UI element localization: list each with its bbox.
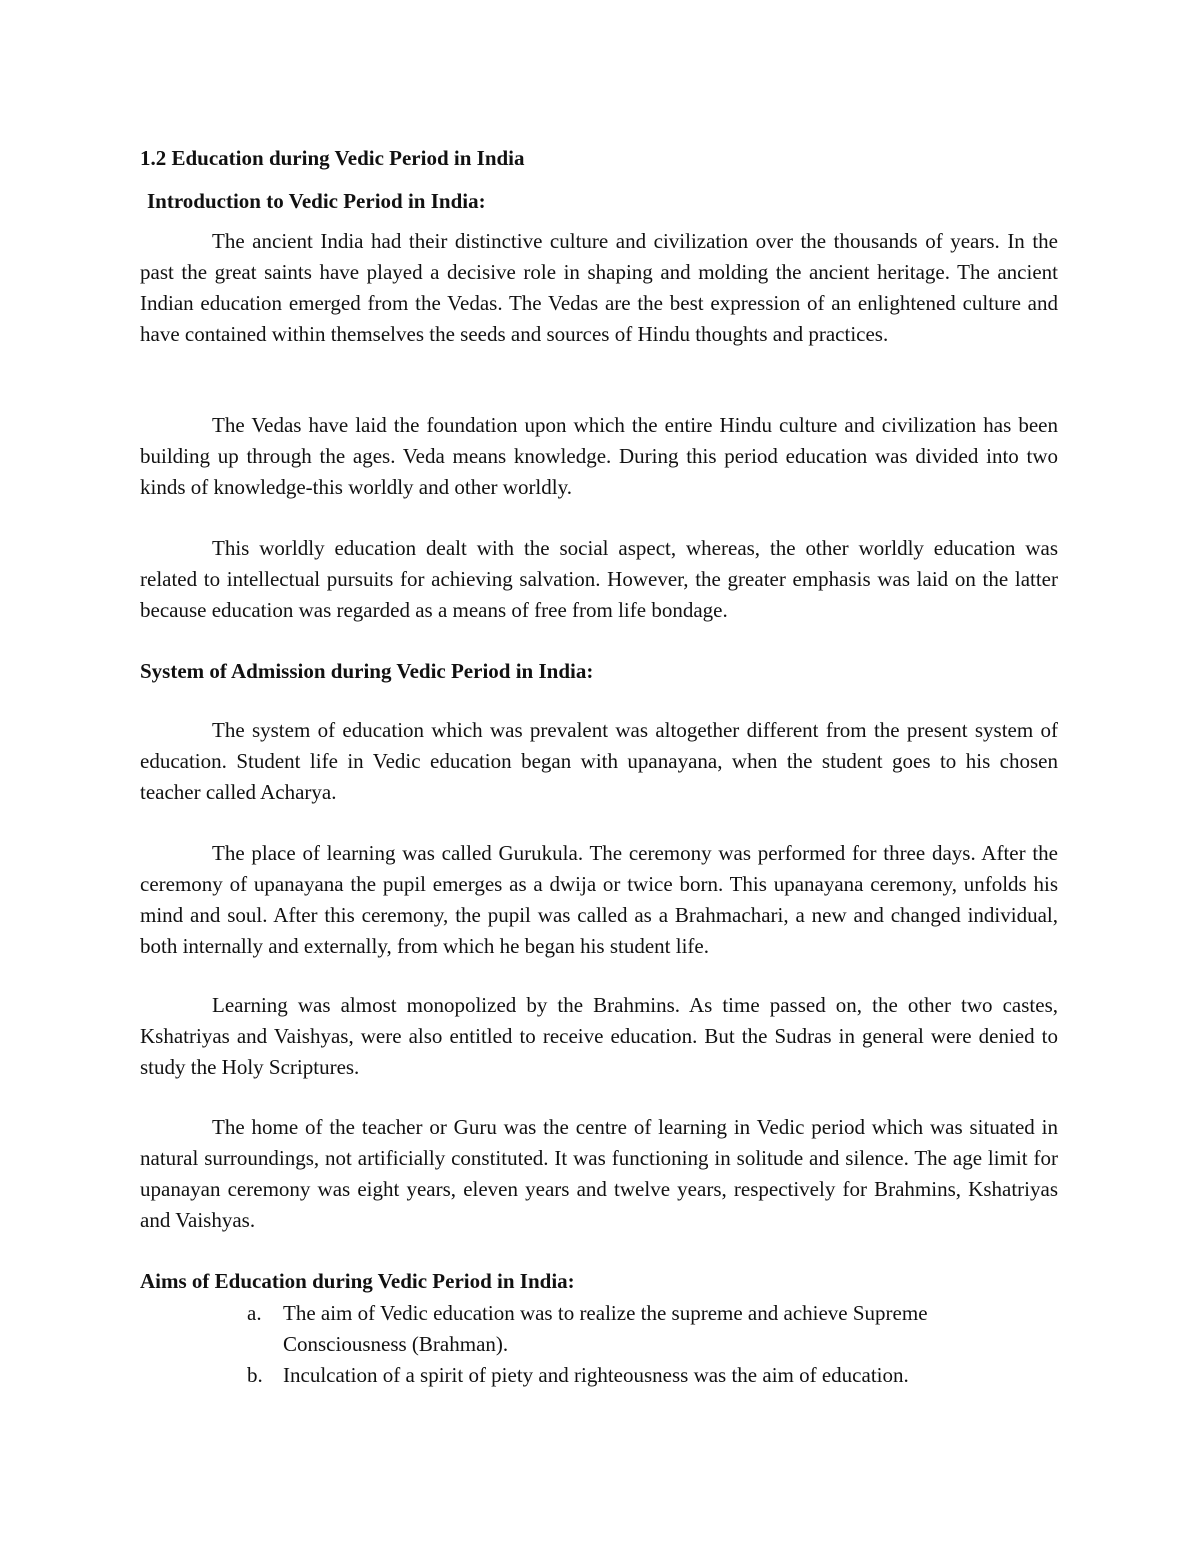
intro-paragraph-3: This worldly education dealt with the social aspect, whereas, the other worldly education was related to intellectual pursuits for achieving salvation. However, the greater emphasis was laid on the latter because education was regarded as a means of free from life bondage. [140, 536, 1058, 622]
intro-heading: Introduction to Vedic Period in India: [147, 189, 486, 213]
list-marker: b. [247, 1363, 263, 1387]
list-marker: a. [247, 1301, 262, 1325]
intro-paragraph-1: The ancient India had their distinctive culture and civilization over the thousands of years. In the past the great saints have played a decisive role in shaping and molding the ancient heritage. The ancient Indian education emerged from the Vedas. The Vedas are the best expression of an enlightened culture and have contained within themselves the seeds and sources of Hindu thoughts and practices. [140, 229, 1058, 346]
admission-paragraph-1: The system of education which was prevalent was altogether different from the present system of education. Student life in Vedic education began with upanayana, when the student goes to his chosen teacher called Acharya. [140, 718, 1058, 804]
intro-paragraph-3-block [140, 533, 1058, 626]
list-item-text: Inculcation of a spirit of piety and righteousness was the aim of education. [283, 1363, 909, 1387]
admission-paragraph-3-block [140, 990, 1058, 1083]
admission-paragraph-2: The place of learning was called Gurukula. The ceremony was performed for three days. After the ceremony of upanayana the pupil emerges as a dwija or twice born. This upanayana ceremony, unfolds his mind and soul. After this ceremony, the pupil was called as a Brahmachari, a new and changed individual, both internally and externally, from which he began his student life. [140, 841, 1058, 958]
admission-paragraph-3: Learning was almost monopolized by the Brahmins. As time passed on, the other two castes, Kshatriyas and Vaishyas, were also entitled to receive education. But the Sudras in general were denied to study the Holy Scriptures. [140, 993, 1058, 1079]
admission-paragraph-2-block [140, 838, 1058, 962]
section-title: 1.2 Education during Vedic Period in India [140, 146, 525, 170]
aims-list [247, 1298, 1007, 1391]
admission-paragraph-1-block [140, 715, 1058, 808]
admission-paragraph-4: The home of the teacher or Guru was the centre of learning in Vedic period which was situated in natural surroundings, not artificially constituted. It was functioning in solitude and silence. The age limit for upanayan ceremony was eight years, eleven years and twelve years, respectively for Brahmins, Kshatriyas and Vaishyas. [140, 1115, 1058, 1232]
intro-paragraph-1-block [140, 226, 1058, 350]
aims-list-item [247, 1298, 1007, 1360]
aims-list-item [247, 1360, 1007, 1391]
aims-heading: Aims of Education during Vedic Period in India: [140, 1269, 575, 1293]
list-item-text: The aim of Vedic education was to realize the supreme and achieve Supreme Consciousness (Brahman). [283, 1301, 928, 1356]
admission-paragraph-4-block [140, 1112, 1058, 1236]
admission-heading: System of Admission during Vedic Period in India: [140, 659, 594, 683]
intro-paragraph-2-block [140, 410, 1058, 503]
intro-paragraph-2: The Vedas have laid the foundation upon which the entire Hindu culture and civilization has been building up through the ages. Veda means knowledge. During this period education was divided into two kinds of knowledge-this worldly and other worldly. [140, 413, 1058, 499]
